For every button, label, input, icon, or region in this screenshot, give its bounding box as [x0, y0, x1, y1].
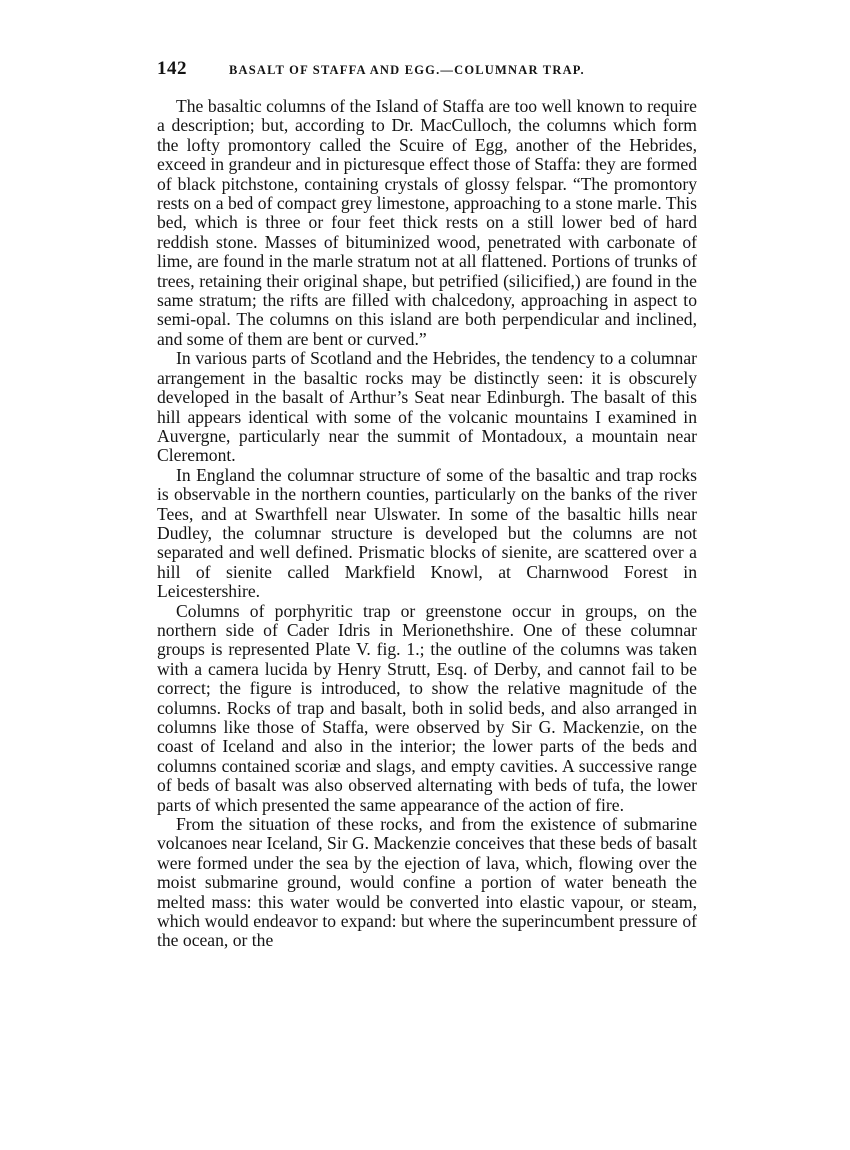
page-number: 142: [157, 58, 187, 79]
paragraph-staffa-egg: The basaltic columns of the Island of Staffa are too well known to require a description; but, according to Dr. MacCulloch, the columns which form the lofty promontory called the Scuire of Egg, another of the Hebrides, exceed in grandeur and in picturesque effect those of Staffa: they are formed of black pitchstone, containing crystals of glossy felspar. “The promontory rests on a bed of compact grey limestone, approaching to a stone marle. This bed, which is three or four feet thick rests on a still lower bed of hard reddish stone. Masses of bituminized wood, penetrated with carbonate of lime, are found in the marle stratum not at all flattened. Portions of trunks of trees, retaining their original shape, but petrified (silicified,) are found in the same stratum; the rifts are filled with chalcedony, approaching in aspect to semi-opal. The columns on this island are both perpendicular and inclined, and some of them are bent or curved.”: [157, 96, 697, 349]
paragraph-cader-idris-iceland: Columns of porphyritic trap or greenstone occur in groups, on the northern side of Cader Idris in Merionethshire. One of these columnar groups is represented Plate V. fig. 1.; the outline of the columns was taken with a camera lucida by Henry Strutt, Esq. of Derby, and cannot fail to be correct; the figure is introduced, to show the relative magnitude of the columns. Rocks of trap and basalt, both in solid beds, and also arranged in columns like those of Staffa, were observed by Sir G. Mackenzie, on the coast of Iceland and also in the interior; the lower parts of the beds and columns contained scoriæ and slags, and empty cavities. A successive range of beds of basalt was also observed alternating with beds of tufa, the lower parts of which presented the same appearance of the action of fire.: [157, 600, 697, 815]
paragraph-england: In England the columnar structure of some of the basaltic and trap rocks is observable in the northern counties, particularly on the banks of the river Tees, and at Swarthfell near Ulswater. In some of the basaltic hills near Dudley, the columnar structure is developed but the columns are not separated and well defined. Prismatic blocks of sienite, are scattered over a hill of sienite called Markfield Knowl, at Charnwood Forest in Leicestershire.: [157, 464, 697, 602]
running-head: [157, 58, 697, 88]
paragraph-scotland-hebrides: In various parts of Scotland and the Hebrides, the tendency to a columnar arrangement in the basaltic rocks may be distinctly seen: it is obscurely developed in the basalt of Arthur’s Seat near Edinburgh. The basalt of this hill appears identical with some of the volcanic mountains I examined in Auvergne, particularly near the summit of Montadoux, a mountain near Cleremont.: [157, 348, 697, 466]
paragraph-submarine-volcanoes: From the situation of these rocks, and from the existence of submarine volcanoes near Iceland, Sir G. Mackenzie conceives that these beds of basalt were formed under the sea by the ejection of lava, which, flowing over the moist submarine ground, would confine a portion of water beneath the melted mass: this water would be converted into elastic vapour, or steam, which would endeavor to expand: but where the superincumbent pressure of the ocean, or the: [157, 814, 697, 951]
running-title: BASALT OF STAFFA AND EGG.—COLUMNAR TRAP.: [229, 63, 585, 77]
body-text: [157, 97, 697, 951]
